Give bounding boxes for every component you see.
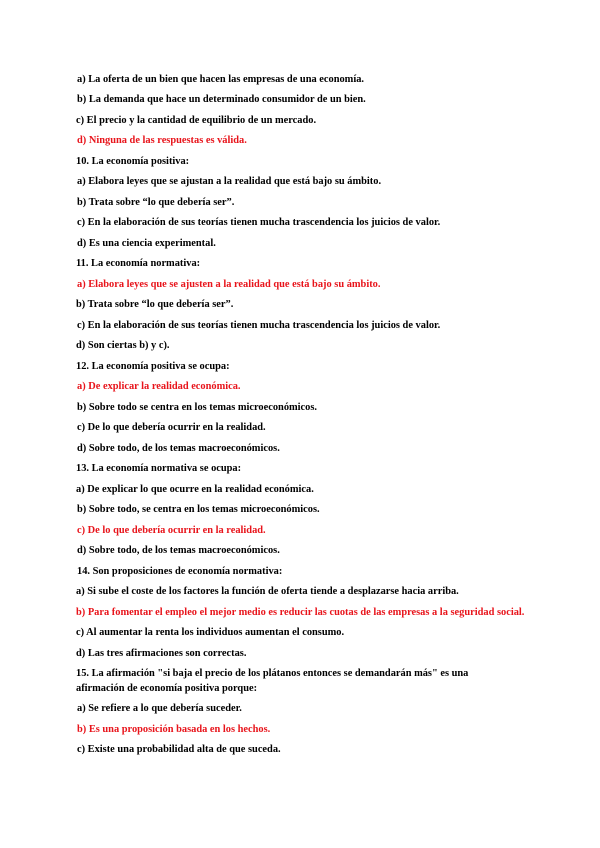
q13-option-d: d) Sobre todo, de los temas macroeconómicos. — [77, 545, 280, 556]
q13-option-b: b) Sobre todo, se centra en los temas microeconómicos. — [77, 504, 320, 515]
q10-option-a: a) Elabora leyes que se ajustan a la realidad que está bajo su ámbito. — [77, 176, 382, 187]
q15-option-b-correct: b) Es una proposición basada en los hechos. — [77, 724, 271, 735]
q14-option-a: a) Si sube el coste de los factores la función de oferta tiende a desplazarse hacia arriba. — [76, 586, 459, 597]
q9-option-c: c) El precio y la cantidad de equilibrio de un mercado. — [76, 115, 317, 126]
q11-option-c: c) En la elaboración de sus teorías tienen mucha trascendencia los juicios de valor. — [77, 320, 441, 331]
q13-option-a: a) De explicar lo que ocurre en la realidad económica. — [76, 484, 314, 495]
q14-heading: 14. Son proposiciones de economía normativa: — [77, 566, 283, 577]
q10-option-d: d) Es una ciencia experimental. — [77, 238, 216, 249]
q11-option-b: b) Trata sobre “lo que debería ser”. — [76, 299, 234, 310]
q15-option-c: c) Existe una probabilidad alta de que suceda. — [77, 744, 281, 755]
q14-option-d: d) Las tres afirmaciones son correctas. — [76, 648, 247, 659]
q14-option-c: c) Al aumentar la renta los individuos aumentan el consumo. — [76, 627, 345, 638]
q11-option-d: d) Son ciertas b) y c). — [76, 340, 170, 351]
q11-option-a-correct: a) Elabora leyes que se ajusten a la realidad que está bajo su ámbito. — [77, 279, 381, 290]
q12-option-c: c) De lo que debería ocurrir en la realidad. — [77, 422, 266, 433]
q15-heading-continued: afirmación de economía positiva porque: — [76, 683, 258, 694]
q9-option-a: a) La oferta de un bien que hacen las empresas de una economía. — [77, 74, 365, 85]
q14-option-b-correct: b) Para fomentar el empleo el mejor medio es reducir las cuotas de las empresas a la seguridad social. — [76, 607, 525, 618]
q11-heading: 11. La economía normativa: — [76, 258, 201, 269]
q12-heading: 12. La economía positiva se ocupa: — [76, 361, 230, 372]
q15-heading: 15. La afirmación "si baja el precio de los plátanos entonces se demandarán más" es una — [76, 668, 469, 679]
q12-option-a-correct: a) De explicar la realidad económica. — [77, 381, 241, 392]
q13-option-c-correct: c) De lo que debería ocurrir en la realidad. — [77, 525, 266, 536]
q10-option-c: c) En la elaboración de sus teorías tienen mucha trascendencia los juicios de valor. — [77, 217, 441, 228]
q15-option-a: a) Se refiere a lo que debería suceder. — [77, 703, 242, 714]
q10-heading: 10. La economía positiva: — [76, 156, 190, 167]
q13-heading: 13. La economía normativa se ocupa: — [76, 463, 242, 474]
q12-option-d: d) Sobre todo, de los temas macroeconómicos. — [77, 443, 280, 454]
q9-option-d-correct: d) Ninguna de las respuestas es válida. — [77, 135, 247, 146]
q9-option-b: b) La demanda que hace un determinado consumidor de un bien. — [77, 94, 366, 105]
q12-option-b: b) Sobre todo se centra en los temas microeconómicos. — [77, 402, 318, 413]
q10-option-b: b) Trata sobre “lo que debería ser”. — [77, 197, 235, 208]
